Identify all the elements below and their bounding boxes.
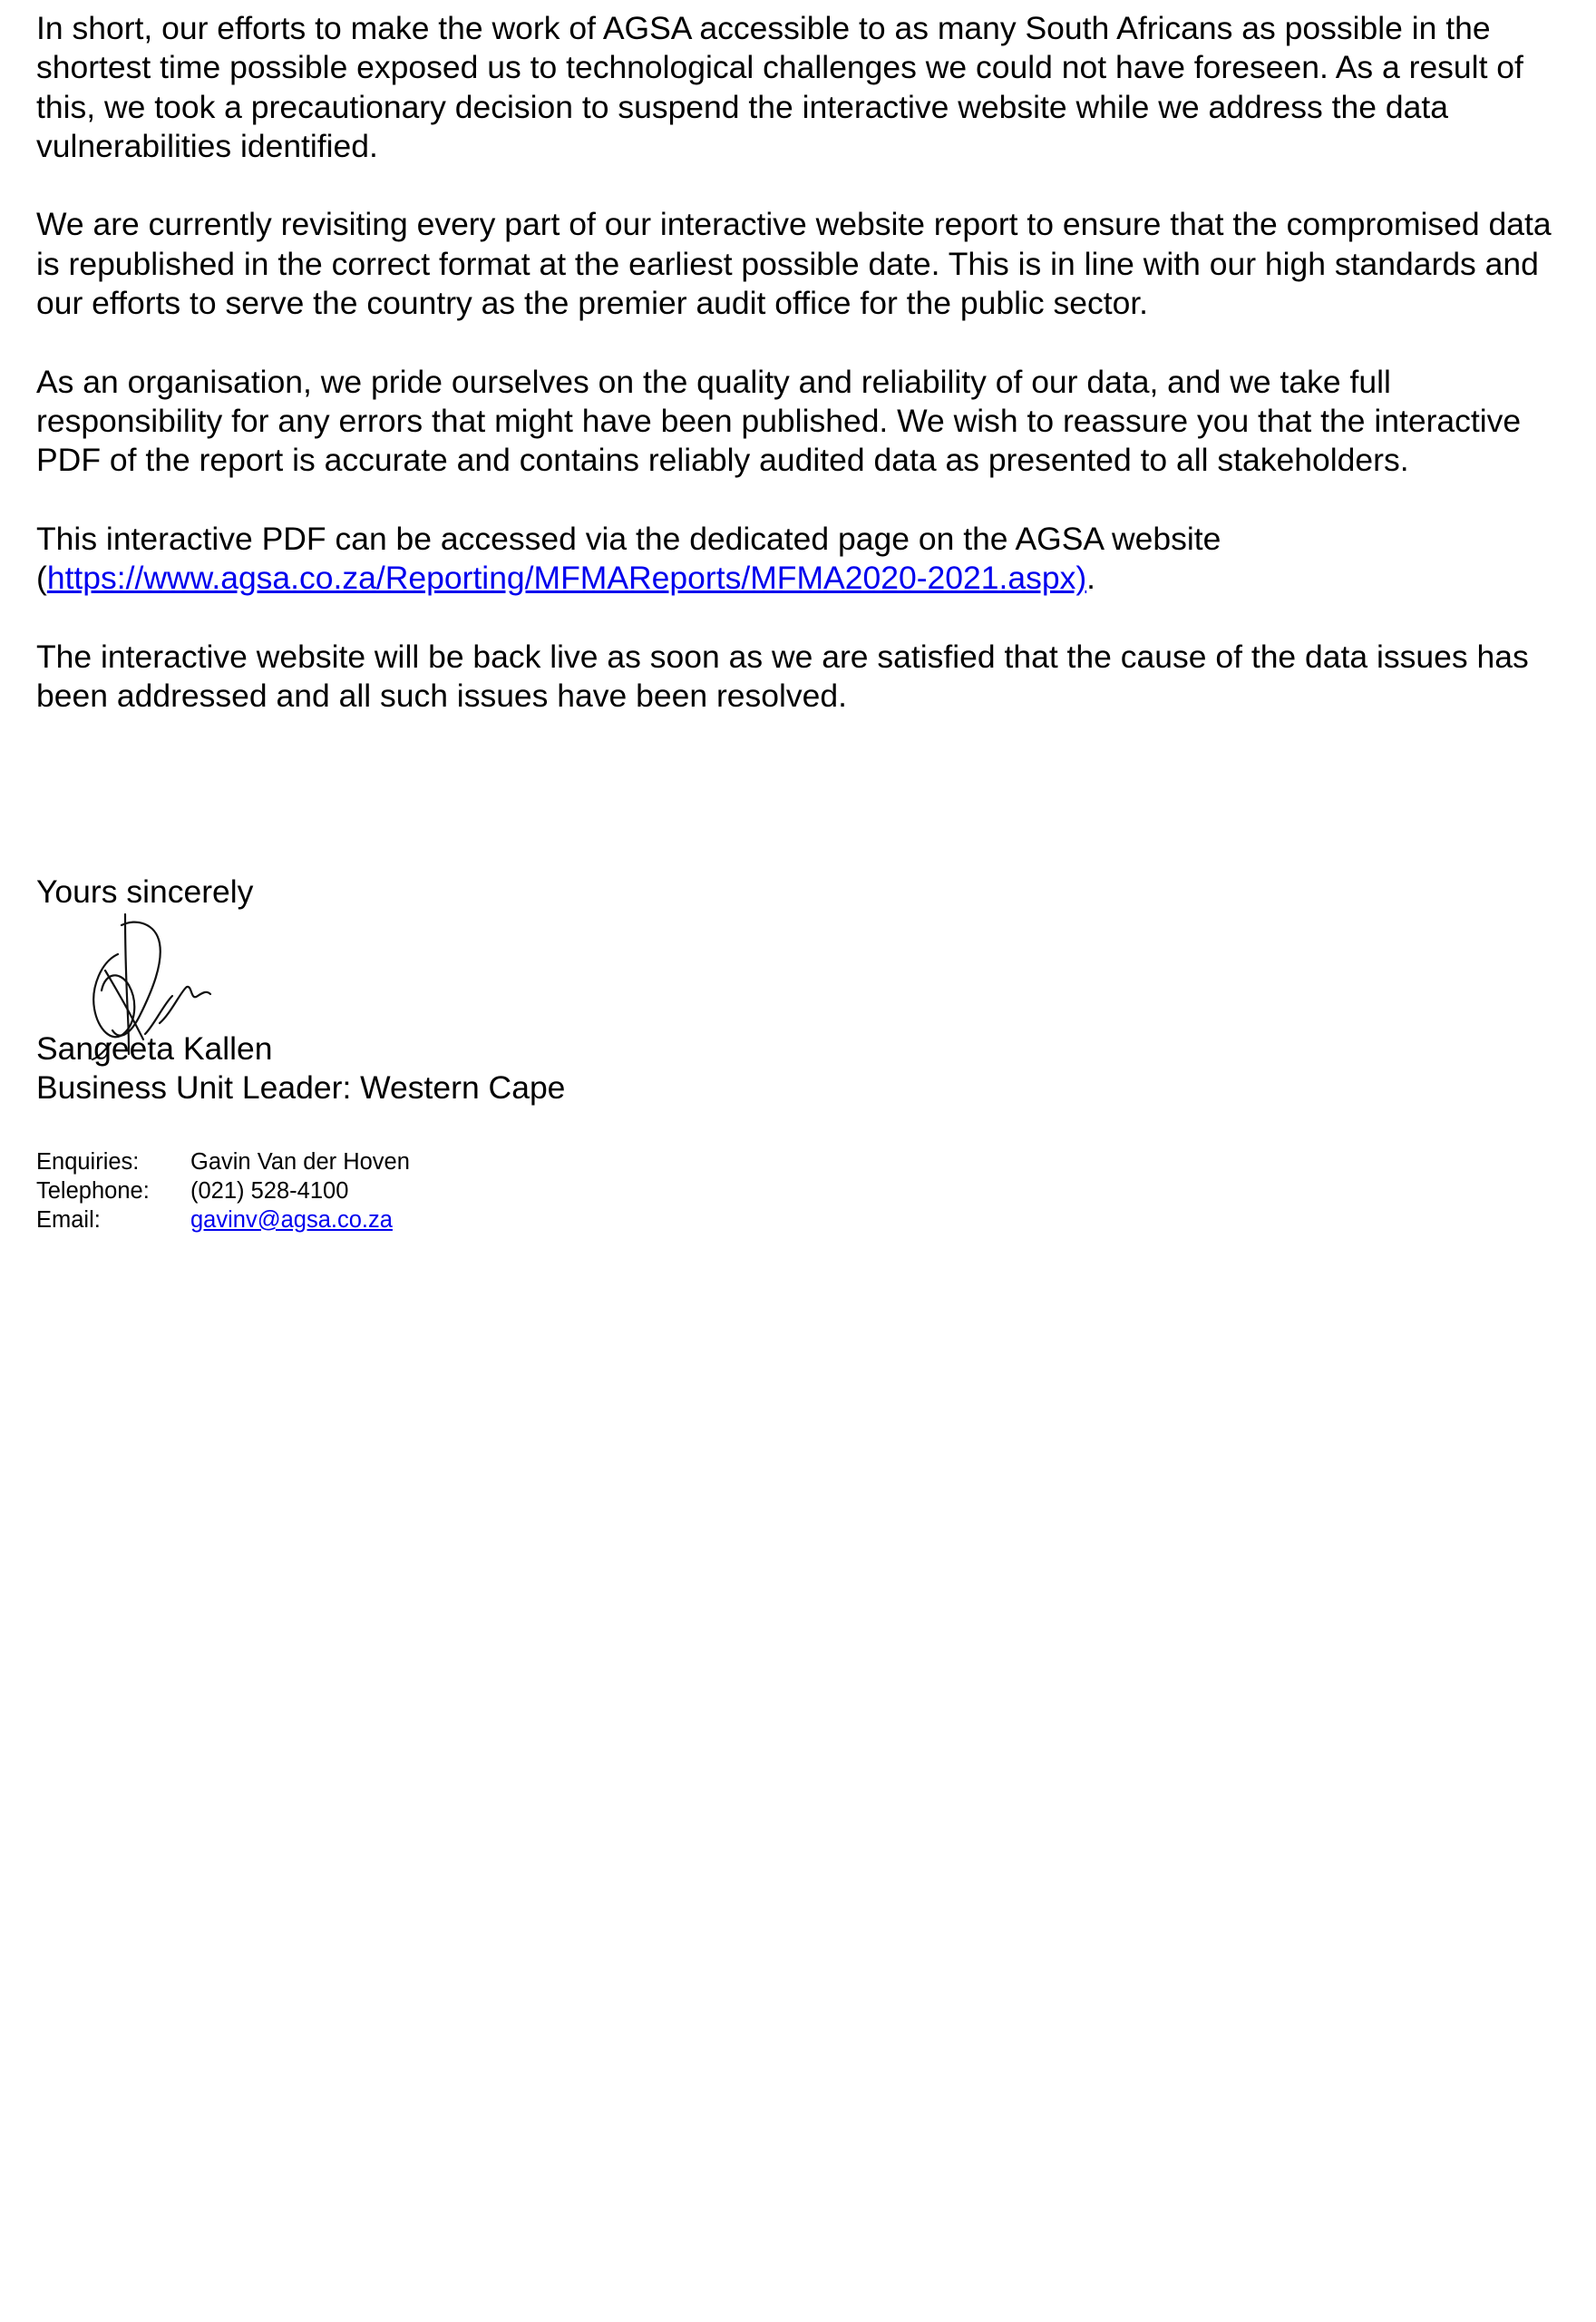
contact-row-enquiries <box>36 1147 410 1176</box>
telephone-value: (021) 528-4100 <box>190 1178 349 1204</box>
paragraph-revisiting: We are currently revisiting every part of our interactive website report to ensure that the compromised data is republished in the correct format at the earliest possible date. This is in line with our high standards and our efforts to serve the country as the premier audit office for the public sector. <box>36 206 1552 322</box>
email-link[interactable]: gavinv@agsa.co.za <box>190 1207 393 1233</box>
paragraph-back-live: The interactive website will be back live as soon as we are satisfied that the cause of the data issues has been addressed and all such issues have been resolved. <box>36 638 1529 715</box>
mfma-report-link[interactable]: https://www.agsa.co.za/Reporting/MFMAReports/MFMA2020-2021.aspx) <box>46 560 1087 597</box>
paragraph-quality: As an organisation, we pride ourselves on the quality and reliability of our data, and we take full responsibility for any errors that might have been published. We wish to reassure you that the interactive PDF of the report is accurate and contains reliably audited data as presented to all stakeholders. <box>36 363 1522 479</box>
contact-details <box>36 1147 410 1234</box>
enquiries-value: Gavin Van der Hoven <box>190 1149 410 1175</box>
letter-body <box>36 9 1560 716</box>
signatory-name: Sangeeta Kallen <box>36 1030 273 1067</box>
pdf-access-end: . <box>1086 560 1096 597</box>
paragraph-pdf-access <box>36 520 1560 599</box>
pdf-access-text: This interactive PDF can be accessed via the dedicated page on the AGSA website ( <box>36 520 1221 597</box>
enquiries-label: Enquiries: <box>36 1149 140 1175</box>
closing-salutation: Yours sincerely <box>36 873 254 910</box>
email-label: Email: <box>36 1207 101 1233</box>
contact-row-email <box>36 1205 410 1234</box>
paragraph-efforts: In short, our efforts to make the work of AGSA accessible to as many South Africans as possible in the shortest time possible exposed us to technological challenges we could not have foreseen. As a result of this, we took a precautionary decision to suspend the interactive website while we address the data vulnerabilities identified. <box>36 10 1523 164</box>
signatory-title: Business Unit Leader: Western Cape <box>36 1069 566 1107</box>
signatory-block <box>36 1029 565 1108</box>
telephone-label: Telephone: <box>36 1178 150 1204</box>
contact-row-telephone <box>36 1176 410 1205</box>
